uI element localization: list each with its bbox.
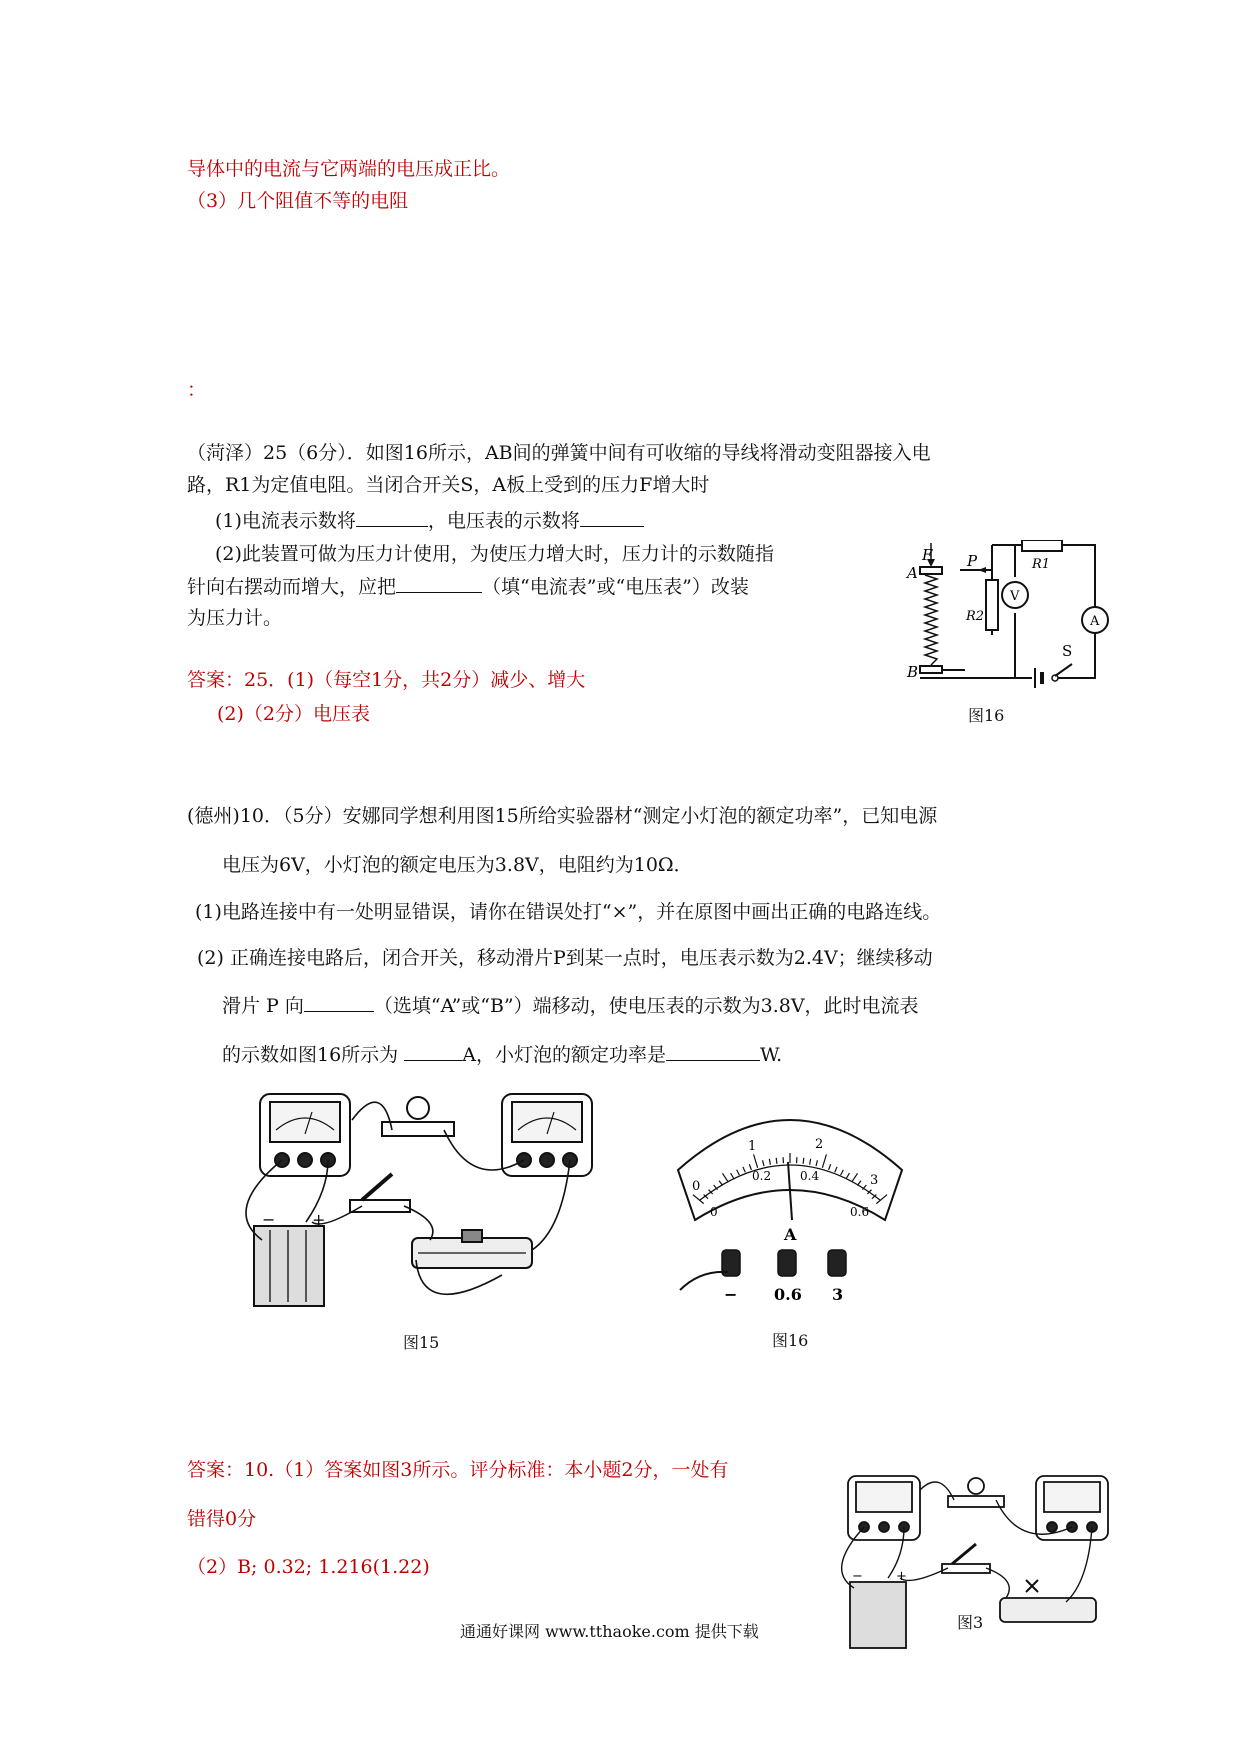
- svg-text:+: +: [896, 1569, 907, 1584]
- q25-sub2-line2-b: （填“电流表”或“电压表”）改装: [482, 576, 749, 598]
- q25-sub1-a: (1)电流表示数将: [215, 510, 356, 532]
- page-footer: 通通好课网 www.tthaoke.com 提供下载: [460, 1622, 759, 1641]
- q10-line2: 电压为6V，小灯泡的额定电压为3.8V，电阻约为10Ω．: [222, 854, 693, 876]
- lamp-bulb: [407, 1097, 429, 1119]
- q10-sub2-line2-a: 滑片 P 向: [222, 995, 304, 1017]
- q25-answer-line2: (2)（2分）电压表: [217, 703, 371, 725]
- svg-text:−: −: [852, 1569, 863, 1584]
- q10-sub2-line2: [222, 993, 919, 1018]
- scale-bottom-2: 0.4: [800, 1169, 820, 1183]
- terminal-0-6: 0.6: [774, 1285, 802, 1304]
- q25-line1: （菏泽）25（6分）．如图16所示，AB间的弹簧中间有可收缩的导线将滑动变阻器接入电: [187, 442, 931, 464]
- lamp-base: [382, 1122, 454, 1136]
- answer-blank: [396, 574, 482, 593]
- prev-answer-line2: （3）几个阻值不等的电阻: [187, 190, 409, 212]
- q10-sub2-line1: (2) 正确连接电路后，闭合开关，移动滑片P到某一点时，电压表示数为2.4V；继续移动: [197, 947, 933, 969]
- q25-fig16-caption: 图16: [968, 706, 1005, 725]
- q10-fig3-caption: 图3: [957, 1613, 984, 1632]
- q10-line1: (德州)10．（5分）安娜同学想利用图15所给实验器材“测定小灯泡的额定功率”，已知电源: [187, 805, 938, 827]
- q10-sub2-line3-b: A，小灯泡的额定功率是: [462, 1044, 666, 1066]
- answer-blank: [666, 1042, 760, 1061]
- label-r1: R1: [1032, 557, 1051, 572]
- scale-bottom-0: 0: [710, 1205, 718, 1219]
- scale-top-0: 0: [692, 1179, 701, 1194]
- label-a: A: [907, 564, 918, 582]
- label-s: S: [1062, 642, 1073, 660]
- q10-sub2-line3: [222, 1042, 782, 1067]
- q25-sub1: [215, 508, 644, 533]
- q10-sub2-line3-c: W.: [759, 1044, 783, 1066]
- label-f: F: [922, 546, 933, 564]
- battery-plus-label: +: [312, 1210, 326, 1229]
- q10-answer-line1: 答案：10.（1）答案如图3所示。评分标准：本小题2分，一处有: [187, 1459, 729, 1481]
- q10-answer-line2: 错得0分: [187, 1508, 257, 1530]
- q10-fig16-caption: 图16: [772, 1331, 809, 1350]
- resistor-r1: [1022, 540, 1062, 551]
- q25-sub2-line2: [187, 574, 749, 599]
- scale-bottom-1: 0.2: [752, 1169, 772, 1183]
- scale-bottom-3: 0.6: [850, 1205, 870, 1219]
- label-r2: R2: [966, 609, 985, 624]
- q25-sub2-line2-a: 针向右摆动而增大，应把: [187, 576, 397, 598]
- plate-b: [920, 666, 942, 673]
- q10-sub2-line3-a: 的示数如图16所示为: [222, 1044, 399, 1066]
- q25-line2: 路，R1为定值电阻。当闭合开关S，A板上受到的压力F增大时: [187, 474, 710, 496]
- scale-top-2: 2: [815, 1137, 824, 1152]
- resistor-r2: [986, 580, 998, 630]
- dial-tick: [803, 1158, 804, 1164]
- scale-top-1: 1: [748, 1139, 757, 1154]
- dial-tick: [776, 1158, 777, 1164]
- q25-sub2-line1: (2)此装置可做为压力计使用，为使压力增大时，压力计的示数随指: [215, 543, 774, 565]
- spring: [925, 575, 937, 665]
- plate-a: [920, 567, 942, 574]
- colon-mark: ：: [187, 379, 207, 401]
- prev-answer-line1: 导体中的电流与它两端的电压成正比。: [187, 158, 511, 180]
- label-v: V: [1010, 589, 1020, 604]
- q10-fig15-apparatus: [232, 1090, 602, 1320]
- switch-base: [350, 1200, 410, 1212]
- q10-sub1: (1)电路连接中有一处明显错误，请你在错误处打“×”，并在原图中画出正确的电路连线。: [195, 901, 942, 923]
- scale-top-3: 3: [870, 1173, 879, 1188]
- battery-minus-label: −: [262, 1210, 276, 1229]
- meter-unit: A: [784, 1225, 797, 1244]
- terminal-neg: −: [724, 1285, 738, 1304]
- q25-answer-line1: 答案：25．(1)（每空1分，共2分）减少、增大: [187, 669, 586, 691]
- label-am: A: [1090, 614, 1100, 629]
- q10-fig15-caption: 图15: [403, 1333, 440, 1352]
- q25-circuit-figure: [870, 540, 1110, 700]
- q25-sub1-b: ，电压表的示数将: [427, 510, 580, 532]
- q10-sub2-line2-b: （选填“A”或“B”）端移动，使电压表的示数为3.8V，此时电流表: [373, 995, 919, 1017]
- label-b: B: [907, 663, 919, 681]
- q10-answer-line3: （2）B; 0.32; 1.216(1.22): [187, 1556, 430, 1578]
- answer-blank: [304, 993, 374, 1012]
- terminal-3: 3: [832, 1285, 844, 1304]
- answer-blank: [404, 1042, 462, 1061]
- answer-blank: [356, 508, 428, 527]
- q10-fig16-ammeter-dial: [670, 1100, 910, 1320]
- label-p: P: [967, 552, 978, 570]
- answer-blank: [580, 508, 644, 527]
- q25-sub2-line3: 为压力计。: [187, 607, 283, 629]
